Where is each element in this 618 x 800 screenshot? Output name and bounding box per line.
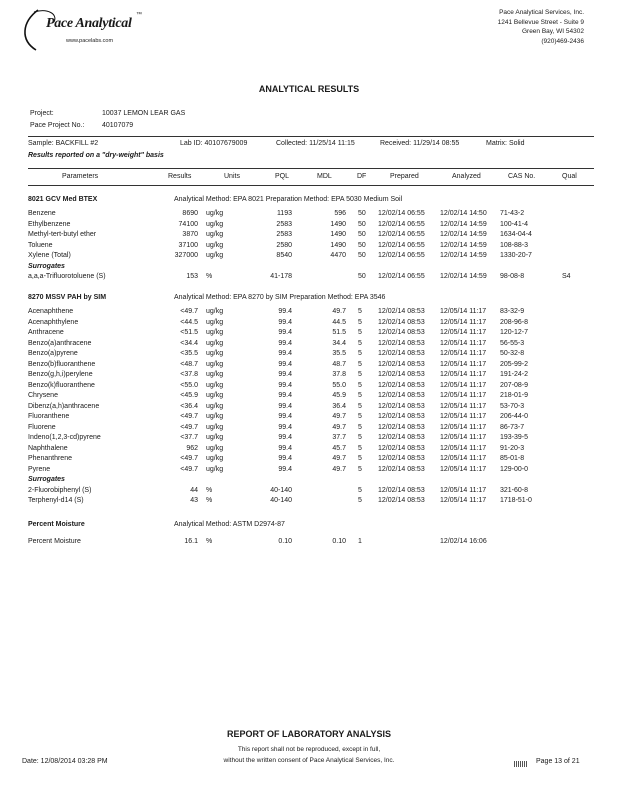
table-row-pah-surrogate-0 — [28, 487, 594, 498]
cell-units: ug/kg — [206, 241, 224, 249]
cell-units: ug/kg — [206, 220, 224, 228]
cell-analyzed: 12/02/14 14:59 — [440, 241, 487, 249]
cell-prepared: 12/02/14 06:55 — [378, 220, 425, 228]
table-row-btex-3 — [28, 242, 594, 253]
cell-result: <49.7 — [180, 413, 198, 420]
cell-units: ug/kg — [206, 318, 224, 326]
cell-pql: 99.4 — [278, 339, 292, 347]
cell-units: ug/kg — [206, 210, 224, 217]
cell-prepared: 12/02/14 08:53 — [378, 329, 425, 336]
cell-mdl: 35.5 — [332, 350, 346, 357]
cell-prepared: 12/02/14 08:53 — [378, 434, 425, 441]
page-title: ANALYTICAL RESULTS — [258, 84, 360, 94]
table-row-pah-8 — [28, 392, 594, 403]
table-row-btex-2 — [28, 231, 594, 242]
cell-cas: 53-70-3 — [500, 402, 525, 410]
cell-pql: 99.4 — [278, 371, 292, 378]
cell-df: 50 — [358, 241, 366, 249]
cell-result: <35.5 — [180, 350, 198, 357]
cell-result: <49.7 — [180, 423, 198, 431]
cell-pql: 99.4 — [278, 413, 292, 420]
table-row-pah-6 — [28, 371, 594, 382]
cell-df: 50 — [358, 220, 366, 228]
cell-analyzed: 12/05/14 11:17 — [440, 318, 487, 326]
cell-cas: 191-24-2 — [500, 371, 529, 378]
cell-df: 50 — [358, 252, 366, 259]
cell-prepared: 12/02/14 06:55 — [378, 231, 425, 238]
cell-units: % — [206, 497, 213, 504]
cell-units: ug/kg — [206, 465, 224, 473]
cell-pql: 99.4 — [278, 318, 292, 326]
cell-cas: 205-99-2 — [500, 360, 529, 368]
collected-date: Collected: 11/25/14 11:15 — [276, 140, 355, 147]
cell-pql: 99.4 — [278, 423, 292, 431]
cell-pql: 2580 — [276, 241, 292, 249]
cell-parameter: Pyrene — [28, 465, 51, 473]
matrix: Matrix: Solid — [486, 140, 525, 147]
cell-result: 44 — [190, 486, 198, 494]
col-cas: CAS No. — [508, 173, 536, 180]
cell-df: 5 — [358, 350, 362, 357]
cell-df: 5 — [358, 423, 362, 431]
project-label: Project: — [30, 110, 54, 117]
cell-analyzed: 12/05/14 11:17 — [440, 392, 487, 399]
cell-df: 50 — [358, 273, 366, 280]
cell-mdl: 44.5 — [332, 318, 346, 326]
cell-mdl: 4470 — [330, 252, 346, 259]
pace-project-value: 40107079 — [102, 122, 134, 129]
cell-mdl: 34.4 — [332, 339, 346, 347]
table-row-pah-5 — [28, 361, 594, 372]
cell-cas: 321-60-8 — [500, 486, 529, 494]
table-row-btex-0 — [28, 210, 594, 221]
cell-parameter: Phenanthrene — [28, 455, 72, 462]
cell-analyzed: 12/05/14 11:17 — [440, 465, 487, 473]
cell-pql: 1193 — [276, 210, 292, 217]
cell-analyzed: 12/05/14 11:17 — [440, 455, 487, 462]
cell-analyzed: 12/05/14 11:17 — [440, 486, 487, 494]
cell-cas: 86-73-7 — [500, 423, 525, 431]
col-parameters: Parameters — [62, 173, 99, 180]
cell-mdl: 1490 — [330, 231, 346, 238]
cell-parameter: 2-Fluorobiphenyl (S) — [28, 486, 92, 494]
cell-cas: 1330-20-7 — [500, 252, 532, 259]
cell-df: 5 — [358, 371, 362, 378]
table-row-pah-12 — [28, 434, 594, 445]
cell-parameter: Methyl-tert-butyl ether — [28, 231, 97, 238]
table-row-pah-surrogate-1 — [28, 497, 594, 508]
cell-analyzed: 12/05/14 11:17 — [440, 497, 487, 504]
cell-df: 50 — [358, 210, 366, 217]
cell-analyzed: 12/02/14 14:59 — [440, 231, 487, 238]
column-headers — [28, 173, 594, 184]
logo-text: Pace Analytical — [46, 16, 132, 31]
company-street: 1241 Bellevue Street - Suite 9 — [497, 18, 584, 26]
cell-result: 3870 — [182, 231, 198, 238]
footer-title: REPORT OF LABORATORY ANALYSIS — [226, 729, 392, 739]
pace-project-label: Pace Project No.: — [30, 122, 85, 129]
cell-analyzed: 12/05/14 11:17 — [440, 444, 487, 452]
cell-result: 8690 — [182, 210, 198, 217]
cell-mdl: 36.4 — [332, 402, 346, 410]
company-address — [498, 8, 584, 46]
cell-parameter: Naphthalene — [28, 444, 68, 452]
cell-analyzed: 12/05/14 11:17 — [440, 381, 487, 389]
cell-prepared: 12/02/14 08:53 — [378, 392, 425, 399]
cell-result: 327000 — [174, 252, 198, 259]
company-name: Pace Analytical Services, Inc. — [499, 9, 584, 16]
cell-result: <49.7 — [180, 455, 198, 462]
cell-cas: 129-00-0 — [500, 465, 529, 473]
cell-df: 5 — [358, 402, 362, 410]
cell-df: 5 — [358, 455, 362, 462]
table-row-btex-1 — [28, 221, 594, 232]
cell-pql: 99.4 — [278, 308, 292, 315]
cell-result: <55.0 — [180, 381, 198, 389]
cell-prepared: 12/02/14 08:53 — [378, 360, 425, 368]
cell-analyzed: 12/05/14 11:17 — [440, 329, 487, 336]
section-btex-method: Analytical Method: EPA 8021 Preparation Method: EPA 5030 Medium Soil — [174, 196, 403, 203]
cell-prepared: 12/02/14 08:53 — [378, 455, 425, 462]
cell-cas: 1718-51-0 — [500, 497, 532, 504]
table-row-pah-11 — [28, 424, 594, 435]
cell-parameter: Benzo(a)anthracene — [28, 339, 92, 347]
cell-prepared: 12/02/14 08:53 — [378, 339, 425, 347]
cell-analyzed: 12/05/14 11:17 — [440, 339, 487, 347]
cell-df: 5 — [358, 339, 362, 347]
footer-line-2: without the written consent of Pace Analytical Services, Inc. — [223, 757, 395, 764]
cell-result: 74100 — [178, 220, 198, 228]
cell-mdl: 55.0 — [332, 381, 346, 389]
section-moisture-name: Percent Moisture — [28, 521, 85, 528]
cell-units: ug/kg — [206, 308, 224, 315]
cell-analyzed: 12/05/14 11:17 — [440, 423, 487, 431]
cell-units: % — [206, 538, 213, 545]
cell-pql: 99.4 — [278, 350, 292, 357]
cell-prepared: 12/02/14 08:53 — [378, 444, 425, 452]
cell-result: 962 — [186, 444, 198, 452]
cell-df: 50 — [358, 231, 366, 238]
cell-analyzed: 12/05/14 11:17 — [440, 308, 487, 315]
cell-pql: 99.4 — [278, 465, 292, 473]
cell-analyzed: 12/02/14 14:59 — [440, 273, 487, 280]
cell-cas: 218-01-9 — [500, 392, 529, 399]
cell-df: 5 — [358, 444, 362, 452]
table-row-pah-15 — [28, 466, 594, 477]
cell-parameter: Benzene — [28, 210, 56, 217]
company-city: Green Bay, WI 54302 — [521, 28, 584, 35]
cell-cas: 85-01-8 — [500, 455, 525, 462]
cell-mdl: 0.10 — [332, 538, 346, 545]
cell-result: <49.7 — [180, 308, 198, 315]
cell-prepared: 12/02/14 08:53 — [378, 402, 425, 410]
cell-pql: 41-178 — [270, 273, 292, 280]
cell-mdl: 51.5 — [332, 329, 346, 336]
cell-result: 37100 — [178, 241, 198, 249]
cell-cas: 206-44-0 — [500, 413, 529, 420]
received-date: Received: 11/29/14 08:55 — [380, 140, 460, 147]
cell-result: 153 — [186, 273, 198, 280]
cell-parameter: Chrysene — [28, 392, 58, 399]
cell-analyzed: 12/05/14 11:17 — [440, 350, 487, 357]
cell-cas: 98-08-8 — [500, 273, 525, 280]
cell-cas: 91-20-3 — [500, 444, 525, 452]
cell-pql: 99.4 — [278, 392, 292, 399]
cell-pql: 99.4 — [278, 434, 292, 441]
header-rule-top — [28, 168, 594, 169]
cell-result: 43 — [190, 497, 198, 504]
cell-cas: 193-39-5 — [500, 434, 529, 441]
cell-cas: 71-43-2 — [500, 210, 525, 217]
col-prepared: Prepared — [390, 173, 419, 180]
cell-pql: 99.4 — [278, 455, 292, 462]
surrogates-label: Surrogates — [28, 476, 65, 483]
cell-units: % — [206, 273, 213, 280]
barcode-stamp — [514, 761, 528, 767]
cell-parameter: Fluorene — [28, 423, 56, 431]
cell-cas: 120-12-7 — [500, 329, 529, 336]
col-df: DF — [357, 173, 367, 180]
cell-result: <37.7 — [180, 434, 198, 441]
cell-df: 5 — [358, 465, 362, 473]
cell-parameter: Xylene (Total) — [28, 252, 71, 259]
cell-mdl: 49.7 — [332, 308, 346, 315]
cell-mdl: 45.9 — [332, 392, 346, 399]
cell-parameter: a,a,a-Trifluorotoluene (S) — [28, 273, 106, 280]
cell-result: 16.1 — [184, 538, 198, 545]
table-row-pah-0 — [28, 308, 594, 319]
section-pah-method: Analytical Method: EPA 8270 by SIM Preparation Method: EPA 3546 — [174, 294, 386, 301]
header-rule-bottom — [28, 185, 594, 186]
cell-parameter: Terphenyl-d14 (S) — [28, 497, 84, 504]
cell-units: ug/kg — [206, 231, 224, 238]
cell-units: ug/kg — [206, 360, 224, 368]
cell-df: 5 — [358, 392, 362, 399]
cell-cas: 56-55-3 — [500, 339, 525, 347]
cell-parameter: Indeno(1,2,3-cd)pyrene — [28, 434, 101, 441]
cell-mdl: 49.7 — [332, 413, 346, 420]
cell-units: % — [206, 486, 213, 494]
cell-parameter: Percent Moisture — [28, 538, 81, 545]
table-row-pah-13 — [28, 445, 594, 456]
cell-mdl: 49.7 — [332, 465, 346, 473]
cell-analyzed: 12/02/14 16:06 — [440, 538, 487, 545]
table-row-pah-9 — [28, 403, 594, 414]
col-qual: Qual — [562, 173, 577, 180]
cell-result: <51.5 — [180, 329, 198, 336]
cell-parameter: Benzo(g,h,i)perylene — [28, 371, 93, 378]
cell-mdl: 49.7 — [332, 423, 346, 431]
cell-result: <48.7 — [180, 360, 198, 368]
cell-result: <34.4 — [180, 339, 198, 347]
cell-pql: 0.10 — [278, 538, 292, 545]
cell-df: 5 — [358, 381, 362, 389]
cell-df: 5 — [358, 308, 362, 315]
cell-prepared: 12/02/14 06:55 — [378, 252, 425, 259]
cell-parameter: Fluoranthene — [28, 413, 70, 420]
cell-result: <49.7 — [180, 465, 198, 473]
cell-units: ug/kg — [206, 371, 224, 378]
col-units: Units — [224, 173, 240, 180]
cell-mdl: 45.7 — [332, 444, 346, 452]
cell-mdl: 1490 — [330, 220, 346, 228]
cell-analyzed: 12/05/14 11:17 — [440, 360, 487, 368]
cell-prepared: 12/02/14 08:53 — [378, 381, 425, 389]
cell-parameter: Ethylbenzene — [28, 220, 71, 228]
cell-units: ug/kg — [206, 350, 224, 357]
cell-mdl: 49.7 — [332, 455, 346, 462]
cell-prepared: 12/02/14 08:53 — [378, 318, 425, 326]
col-analyzed: Analyzed — [452, 173, 481, 180]
cell-parameter: Benzo(a)pyrene — [28, 350, 78, 357]
project-value: 10037 LEMON LEAR GAS — [102, 110, 186, 117]
cell-prepared: 12/02/14 06:55 — [378, 210, 425, 217]
cell-units: ug/kg — [206, 402, 224, 410]
cell-df: 5 — [358, 318, 362, 326]
cell-cas: 1634-04-4 — [500, 231, 532, 238]
cell-pql: 40-140 — [270, 497, 292, 504]
cell-pql: 99.4 — [278, 402, 292, 410]
cell-units: ug/kg — [206, 381, 224, 389]
cell-result: <44.5 — [180, 318, 198, 326]
cell-pql: 40-140 — [270, 486, 292, 494]
cell-mdl: 48.7 — [332, 360, 346, 368]
table-row-moisture-0 — [28, 538, 594, 549]
cell-units: ug/kg — [206, 392, 224, 399]
section-moisture-method: Analytical Method: ASTM D2974-87 — [174, 521, 285, 528]
cell-parameter: Anthracene — [28, 329, 64, 336]
cell-cas: 50-32-8 — [500, 350, 525, 357]
cell-units: ug/kg — [206, 444, 224, 452]
table-row-pah-10 — [28, 413, 594, 424]
table-row-btex-surrogate-0 — [28, 273, 594, 284]
cell-pql: 2583 — [276, 231, 292, 238]
table-row-pah-14 — [28, 455, 594, 466]
cell-pql: 99.4 — [278, 444, 292, 452]
cell-units: ug/kg — [206, 413, 224, 420]
table-row-pah-1 — [28, 319, 594, 330]
cell-mdl: 596 — [334, 210, 346, 217]
cell-df: 5 — [358, 329, 362, 336]
cell-df: 5 — [358, 413, 362, 420]
company-logo — [14, 4, 144, 52]
cell-mdl: 1490 — [330, 241, 346, 249]
cell-df: 5 — [358, 497, 362, 504]
table-row-pah-4 — [28, 350, 594, 361]
section-btex-name: 8021 GCV Med BTEX — [28, 196, 98, 203]
basis-note: Results reported on a "dry-weight" basis — [28, 152, 164, 159]
cell-cas: 108-88-3 — [500, 241, 529, 249]
cell-units: ug/kg — [206, 434, 224, 441]
cell-df: 5 — [358, 486, 362, 494]
logo-tm: ™ — [136, 12, 142, 18]
cell-prepared: 12/02/14 06:55 — [378, 241, 425, 249]
cell-parameter: Benzo(b)fluoranthene — [28, 360, 96, 368]
cell-analyzed: 12/02/14 14:59 — [440, 252, 487, 259]
cell-parameter: Toluene — [28, 241, 53, 249]
footer-page: Page 13 of 21 — [536, 758, 580, 765]
cell-analyzed: 12/05/14 11:17 — [440, 371, 487, 378]
table-row-pah-3 — [28, 340, 594, 351]
cell-parameter: Acenaphthene — [28, 308, 74, 315]
cell-prepared: 12/02/14 08:53 — [378, 413, 425, 420]
cell-units: ug/kg — [206, 455, 224, 462]
cell-result: <45.9 — [180, 392, 198, 399]
cell-units: ug/kg — [206, 252, 224, 259]
cell-analyzed: 12/02/14 14:59 — [440, 220, 487, 228]
cell-prepared: 12/02/14 08:53 — [378, 465, 425, 473]
cell-result: <37.8 — [180, 371, 198, 378]
cell-parameter: Acenaphthylene — [28, 318, 79, 326]
cell-mdl: 37.8 — [332, 371, 346, 378]
company-phone: (920)469-2436 — [541, 37, 584, 45]
sample-id: Sample: BACKFILL #2 — [28, 140, 99, 147]
table-row-pah-7 — [28, 382, 594, 393]
cell-cas: 100-41-4 — [500, 220, 529, 228]
cell-units: ug/kg — [206, 329, 224, 336]
cell-cas: 208-96-8 — [500, 318, 529, 326]
surrogates-label: Surrogates — [28, 262, 65, 270]
cell-parameter: Benzo(k)fluoranthene — [28, 381, 95, 389]
table-row-btex-4 — [28, 252, 594, 263]
cell-analyzed: 12/05/14 11:17 — [440, 402, 487, 410]
footer-line-1: This report shall not be reproduced, except in full, — [237, 746, 381, 753]
cell-parameter: Dibenz(a,h)anthracene — [28, 402, 100, 410]
cell-units: ug/kg — [206, 339, 224, 347]
cell-units: ug/kg — [206, 423, 224, 431]
cell-prepared: 12/02/14 08:53 — [378, 497, 425, 504]
table-row-pah-2 — [28, 329, 594, 340]
cell-prepared: 12/02/14 08:53 — [378, 308, 425, 315]
cell-prepared: 12/02/14 08:53 — [378, 371, 425, 378]
cell-cas: 207-08-9 — [500, 381, 529, 389]
cell-qual: S4 — [562, 273, 571, 280]
cell-analyzed: 12/05/14 11:17 — [440, 413, 487, 420]
col-pql: PQL — [275, 173, 290, 180]
cell-prepared: 12/02/14 06:55 — [378, 273, 425, 280]
cell-pql: 2583 — [276, 220, 292, 228]
cell-result: <36.4 — [180, 402, 198, 410]
col-results: Results — [168, 173, 192, 180]
section-pah-name: 8270 MSSV PAH by SIM — [28, 294, 107, 301]
footer-date: Date: 12/08/2014 03:28 PM — [22, 758, 108, 765]
cell-analyzed: 12/02/14 14:50 — [440, 210, 487, 217]
cell-pql: 99.4 — [278, 360, 292, 368]
lab-id: Lab ID: 40107679009 — [180, 140, 248, 147]
logo-website: www.pacelabs.com — [66, 38, 114, 44]
divider-top — [28, 136, 594, 137]
cell-df: 1 — [358, 538, 362, 545]
cell-df: 5 — [358, 434, 362, 441]
cell-pql: 99.4 — [278, 329, 292, 336]
cell-prepared: 12/02/14 08:53 — [378, 350, 425, 357]
cell-analyzed: 12/05/14 11:17 — [440, 434, 487, 441]
cell-prepared: 12/02/14 08:53 — [378, 423, 425, 431]
cell-df: 5 — [358, 360, 362, 368]
cell-prepared: 12/02/14 08:53 — [378, 486, 425, 494]
cell-pql: 99.4 — [278, 381, 292, 389]
cell-mdl: 37.7 — [332, 434, 346, 441]
cell-pql: 8540 — [276, 252, 292, 259]
col-mdl: MDL — [317, 173, 332, 180]
cell-cas: 83-32-9 — [500, 308, 525, 315]
